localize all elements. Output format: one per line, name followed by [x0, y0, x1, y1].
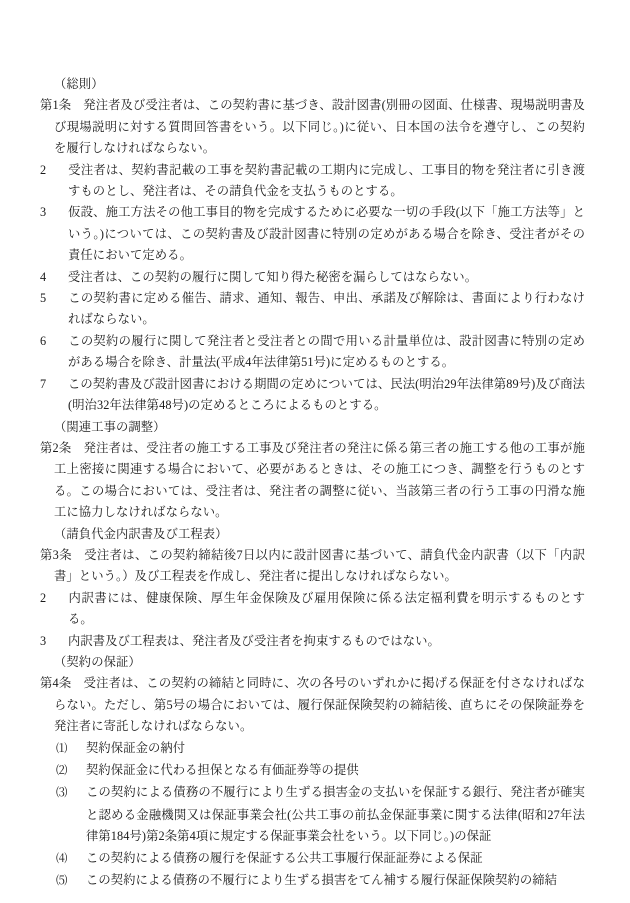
paragraph-number: 5 — [40, 291, 47, 306]
article-number: 第2条 — [40, 440, 72, 455]
section-heading — [40, 652, 585, 673]
paragraph-number: 4 — [40, 269, 47, 284]
paragraph-number: 6 — [40, 333, 47, 348]
section-heading-text: （契約の保証） — [54, 654, 141, 669]
paragraph-text: 内訳書には、健康保険、厚生年金保険及び雇用保険に係る法定福利費を明示するものとする。 — [68, 590, 585, 627]
list-item-marker: ⑴ — [56, 742, 68, 755]
list-item — [40, 870, 585, 892]
paragraph-number: 2 — [40, 162, 47, 177]
paragraph-text: 受注者は、契約書記載の工事を契約書記載の工期内に完成し、工事目的物を発注者に引き渡すものとし、発注者は、その請負代金を支払うものとする。 — [68, 162, 585, 199]
article-text: 受注者は、この契約の締結と同時に、次の各号のいずれかに掲げる保証を付さなければならない。ただし、第5号の場合においては、履行保証保険契約の締結後、直ちにその保険証券を発注者に寄託しなければならない。 — [54, 676, 585, 734]
article-text: 発注者及び受注者は、この契約書に基づき、設計図書(別冊の図面、仕様書、現場説明書及び現場説明に対する質問回答書をいう。以下同じ。)に従い、日本国の法令を遵守し、この契約を履行しなければならない。 — [54, 98, 585, 156]
list-item-text: この契約による債務の不履行により生ずる損害金の支払いを保証する銀行、発注者が確実と認める金融機関又は保証事業会社(公共工事の前払金保証事業に関する法律(昭和27年法律第184号)第2条第4項に規定する保証事業会社をいう。以下同じ。)の保証 — [86, 785, 585, 844]
paragraph-text: この契約の履行に関して発注者と受注者との間で用いる計量単位は、設計図書に特別の定めがある場合を除き、計量法(平成4年法律第51号)に定めるものとする。 — [68, 333, 585, 370]
section-heading — [40, 417, 585, 438]
article-block — [40, 95, 585, 159]
article-block — [40, 438, 585, 524]
article-number: 第4条 — [40, 676, 72, 691]
list-item-text: 契約保証金に代わる担保となる有価証券等の提供 — [86, 763, 359, 777]
article-block — [40, 545, 585, 588]
paragraph-number: 3 — [40, 205, 47, 220]
list-item-marker: ⑸ — [56, 875, 68, 888]
section-heading-text: （総則） — [54, 77, 104, 91]
document-body — [40, 74, 585, 892]
article-number: 第1条 — [40, 98, 72, 113]
paragraph-number: 3 — [40, 633, 47, 648]
list-item-text: この契約による債務の履行を保証する公共工事履行保証証券による保証 — [86, 850, 483, 865]
paragraph-text: この契約書及び設計図書における期間の定めについては、民法(明治29年法律第89号)及び商法(明治32年法律第48号)の定めるところによるものとする。 — [68, 376, 585, 413]
article-number: 第3条 — [40, 547, 72, 562]
section-heading — [40, 524, 585, 545]
list-item-marker: ⑷ — [56, 852, 68, 865]
list-item — [40, 848, 585, 870]
list-item-text: この契約による債務の不履行により生ずる損害をてん補する履行保証保険契約の締結 — [86, 873, 558, 888]
list-item-text: 契約保証金の納付 — [86, 740, 186, 755]
list-item-marker: ⑵ — [56, 765, 68, 777]
paragraph-block — [40, 288, 585, 331]
paragraph-text: 受注者は、この契約の履行に関して知り得た秘密を漏らしてはならない。 — [68, 269, 478, 284]
paragraph-block — [40, 160, 585, 203]
paragraph-block — [40, 374, 585, 417]
paragraph-block — [40, 267, 585, 288]
section-heading-text: （請負代金内訳書及び工程表） — [54, 526, 228, 541]
paragraph-number: 2 — [40, 590, 47, 605]
paragraph-text: この契約書に定める催告、請求、通知、報告、申出、承諾及び解除は、書面により行わなければならない。 — [68, 291, 585, 327]
paragraph-block — [40, 331, 585, 374]
list-item-marker: ⑶ — [56, 787, 68, 800]
list-item — [40, 760, 585, 782]
list-item — [40, 738, 585, 760]
section-heading — [40, 74, 585, 95]
paragraph-text: 仮設、施工方法その他工事目的物を完成するために必要な一切の手段(以下「施工方法等」という。)については、この契約書及び設計図書に特別の定めがある場合を除き、受注者がその責任において定める。 — [68, 205, 585, 263]
article-text: 発注者は、受注者の施工する工事及び発注者の発注に係る第三者の施工する他の工事が施工上密接に関連する場合において、必要があるときは、その施工につき、調整を行うものとする。この場合においては、受注者は、発注者の調整に従い、当該第三者の行う工事の円滑な施工に協力しなければならない。 — [54, 440, 585, 520]
paragraph-text: 内訳書及び工程表は、発注者及び受注者を拘束するものではない。 — [68, 633, 440, 648]
paragraph-block — [40, 631, 585, 652]
article-text: 受注者は、この契約締結後7日以内に設計図書に基づいて、請負代金内訳書（以下「内訳書」という。）及び工程表を作成し、発注者に提出しなければならない。 — [54, 547, 586, 584]
list-item — [40, 782, 585, 847]
paragraph-block — [40, 588, 585, 631]
article-block — [40, 673, 585, 737]
paragraph-number: 7 — [40, 376, 47, 391]
section-heading-text: （関連工事の調整） — [54, 419, 166, 434]
paragraph-block — [40, 202, 585, 266]
